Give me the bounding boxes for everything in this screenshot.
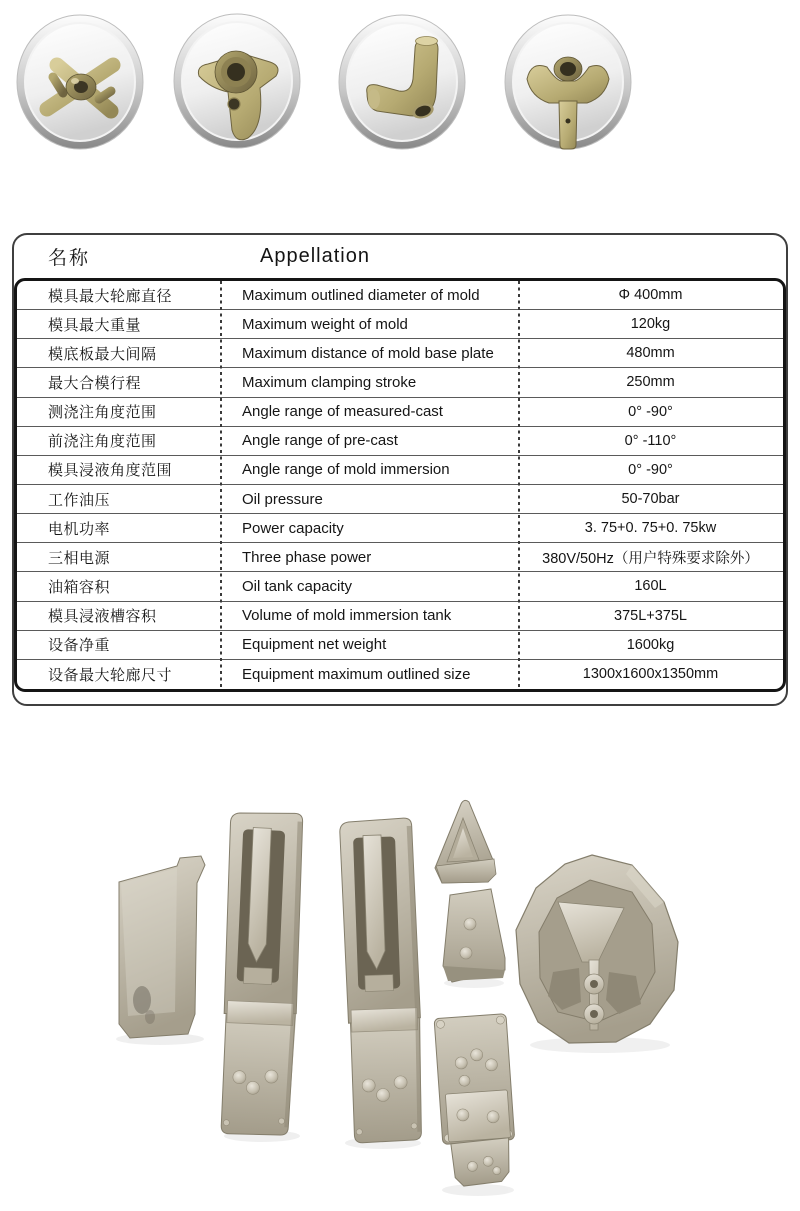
spec-cell-value: 380V/50Hz（用户特殊要求除外） [542,550,759,567]
spec-cell-en: Oil tank capacity [242,577,353,595]
spec-cell-value: 1600kg [626,636,675,653]
spec-cell-cn: 模具最大轮廊直径 [48,287,173,305]
spec-row [17,572,783,601]
spec-table-body [17,281,783,689]
casting-shield-mold [516,855,678,1043]
spec-row [17,660,783,689]
spec-cell-value: 1300x1600x1350mm [582,666,719,683]
casting-badge-fork-stem [503,13,633,151]
spec-cell-cn: 设备最大轮廊尺寸 [48,666,173,684]
spec-cell-cn: 模具浸液槽容积 [48,608,157,626]
spec-cell-en: Power capacity [242,519,344,537]
column-divider-2 [518,281,520,689]
spec-row [17,631,783,660]
spec-cell-cn: 测浇注角度范围 [48,404,157,422]
spec-cell-cn: 三相电源 [48,549,111,567]
spec-cell-value: 250mm [626,374,675,391]
spec-cell-en: Three phase power [242,548,372,566]
spec-cell-en: Oil pressure [242,490,323,508]
spec-cell-value: 0° -90° [628,461,673,478]
spec-row [17,427,783,456]
spec-cell-value: Φ 400mm [618,287,683,304]
spec-cell-cn: 工作油压 [48,491,111,509]
spec-cell-en: Maximum clamping stroke [242,373,417,391]
spec-row [17,485,783,514]
casting-bottom-plate [434,1014,518,1188]
spec-cell-en: Angle range of pre-cast [242,432,398,450]
spec-table-header [14,235,786,278]
casting-long-mold-2 [339,818,424,1143]
spec-cell-cn: 电机功率 [48,520,111,538]
spec-cell-cn: 最大合模行程 [48,374,142,392]
spec-cell-cn: 模底板最大间隔 [48,345,157,363]
spec-cell-en: Angle range of mold immersion [242,461,450,479]
spec-row [17,543,783,572]
spec-cell-value: 3. 75+0. 75+0. 75kw [584,520,717,537]
spec-cell-cn: 前浇注角度范围 [48,433,157,451]
spec-cell-en: Maximum outlined diameter of mold [242,286,480,304]
casting-badge-tri-lobe-handle [172,12,302,150]
spec-row [17,456,783,485]
spec-cell-en: Volume of mold immersion tank [242,607,452,625]
spec-cell-value: 0° -90° [628,403,673,420]
spec-row [17,339,783,368]
spec-cell-cn: 模具浸液角度范围 [48,462,173,480]
spec-cell-value: 480mm [626,345,675,362]
casting-badge-elbow-pipe [337,13,467,151]
spec-cell-value: 160L [634,578,667,595]
casting-flat-bar [119,856,205,1038]
spec-table-inner [14,278,786,692]
spec-cell-en: Angle range of measured-cast [242,403,443,421]
spec-cell-cn: 设备净重 [48,637,111,655]
spec-cell-value: 120kg [630,316,671,333]
spec-cell-value: 375L+375L [614,607,687,624]
spec-table-card [12,233,788,706]
spec-row [17,514,783,543]
spec-row [17,602,783,631]
header-name-cn: 名称 [48,247,91,269]
header-name-en: Appellation [260,244,370,267]
casting-trapezoid-block [443,889,505,982]
spec-cell-en: Maximum weight of mold [242,315,408,333]
casting-triangle-wedge [435,800,496,883]
spec-row [17,281,783,310]
spec-cell-cn: 油箱容积 [48,578,111,596]
spec-cell-value: 0° -110° [624,432,677,449]
spec-cell-en: Maximum distance of mold base plate [242,344,494,362]
spec-cell-en: Equipment maximum outlined size [242,665,471,683]
aluminium-castings-photo [92,762,720,1211]
column-divider-1 [220,281,222,689]
spec-row [17,398,783,427]
spec-row [17,310,783,339]
spec-cell-en: Equipment net weight [242,636,387,654]
spec-cell-value: 50-70bar [621,491,680,508]
spec-row [17,368,783,397]
spec-cell-cn: 模具最大重量 [48,316,142,334]
casting-long-mold-1 [217,811,305,1137]
casting-badge-cross-joint [15,13,145,151]
